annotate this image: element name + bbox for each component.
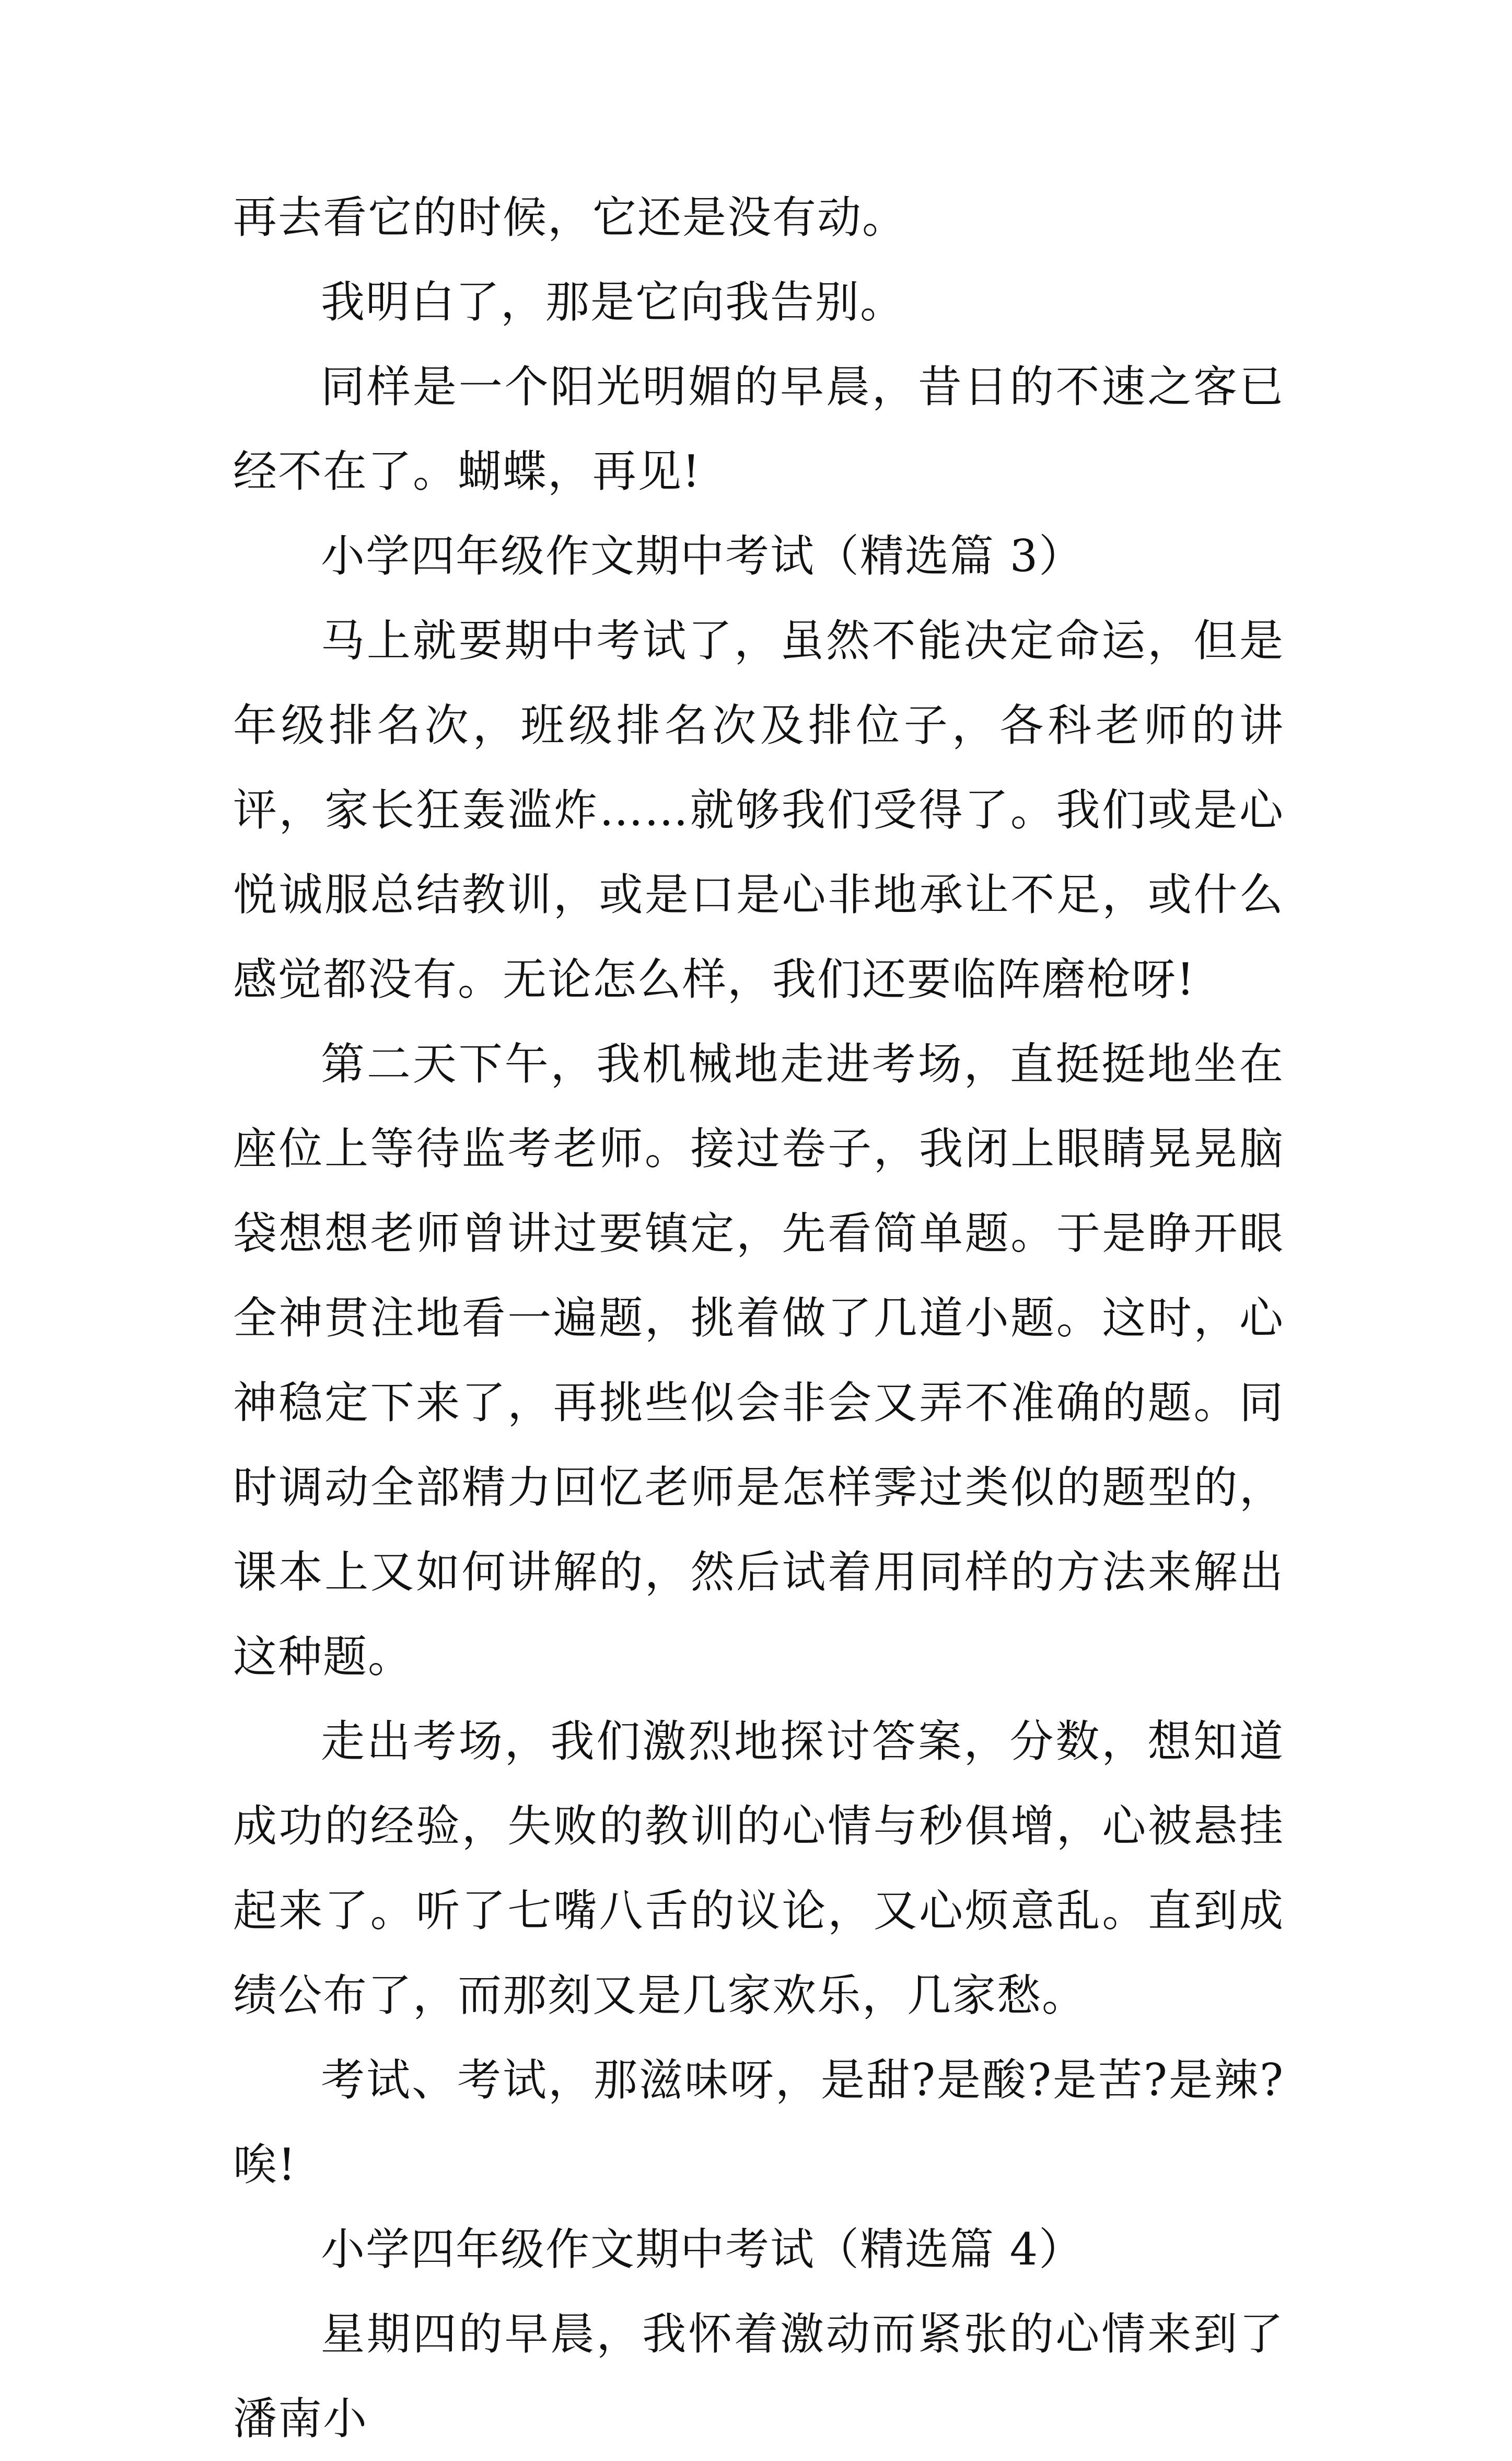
paragraph-exam-coming: 马上就要期中考试了，虽然不能决定命运，但是年级排名次，班级排名次及排位子，各科老师的讲评，家长狂轰滥炸……就够我们受得了。我们或是心悦诚服总结教训，或是口是心非地承让不足，或什么感觉都没有。无论怎么样，我们还要临阵磨枪呀! — [233, 615, 1284, 1005]
paragraph-thursday: 星期四的早晨，我怀着激动而紧张的心情来到了潘南小 — [233, 2308, 1284, 2444]
section-heading-part-4: 小学四年级作文期中考试（精选篇 4） — [321, 2224, 1084, 2275]
paragraph-after-exam: 走出考场，我们激烈地探讨答案，分数，想知道成功的经验，失败的教训的心情与秒俱增，心被悬挂起来了。听了七嘴八舌的议论，又心烦意乱。直到成绩公布了，而那刻又是几家欢乐，几家愁。 — [233, 1716, 1284, 2021]
paragraph-exam-day: 第二天下午，我机械地走进考场，直挺挺地坐在座位上等待监考老师。接过卷子，我闭上眼睛晃晃脑袋想想老师曾讲过要镇定，先看简单题。于是睁开眼全神贯注地看一遍题，挑着做了几道小题。这时，心神稳定下来了，再挑些似会非会又弄不准确的题。同时调动全部精力回忆老师是怎样霁过类似的题型的，课本上又如何讲解的，然后试着用同样的方法来解出这种题。 — [233, 1038, 1284, 1682]
section-heading-part-3: 小学四年级作文期中考试（精选篇 3） — [321, 530, 1084, 582]
document-body — [233, 175, 1284, 2461]
paragraph-continuation: 再去看它的时候，它还是没有动。 — [233, 192, 908, 243]
paragraph-morning: 同样是一个阳光明媚的早晨，昔日的不速之客已经不在了。蝴蝶，再见! — [233, 361, 1284, 497]
paragraph-taste: 考试、考试，那滋味呀，是甜?是酸?是苦?是辣?唉! — [233, 2054, 1284, 2190]
paragraph-farewell: 我明白了，那是它向我告别。 — [321, 276, 905, 328]
